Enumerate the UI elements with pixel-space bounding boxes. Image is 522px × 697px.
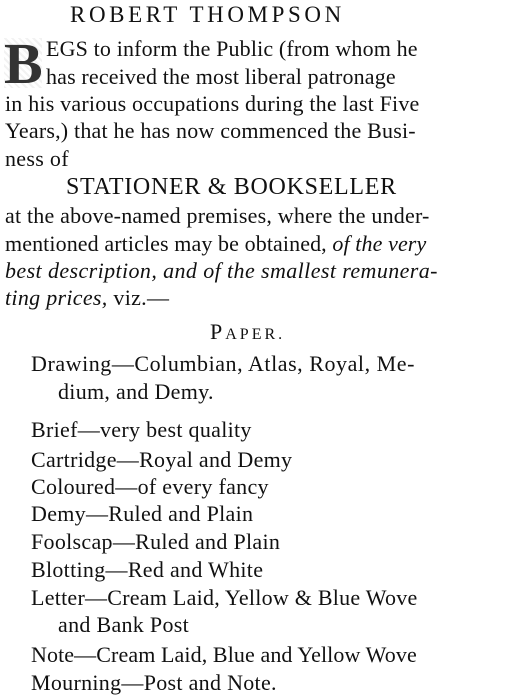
paper-list-item: Foolscap—Ruled and Plain <box>31 529 281 554</box>
intro-line: in his various occupations during the last Five <box>5 91 420 116</box>
section-title-initial: P <box>210 319 226 344</box>
paper-list-item: Mourning—Post and Note. <box>31 670 277 695</box>
body-line <box>5 285 169 311</box>
paper-list-item: Demy—Ruled and Plain <box>31 501 254 526</box>
section-title-rest: APER. <box>225 326 286 343</box>
intro-line: Years,) that he has now commenced the Busi- <box>5 118 416 143</box>
body-text: mentioned articles may be obtained, <box>5 231 333 256</box>
paper-list-item-continuation: and Bank Post <box>58 612 190 637</box>
intro-line: has received the most liberal patronage <box>46 64 396 89</box>
paper-list-item: Blotting—Red and White <box>31 557 264 582</box>
body-italic-text: ting prices, <box>5 285 108 310</box>
paper-list-item: Cartridge—Royal and Demy <box>31 447 293 472</box>
proprietor-name: ROBERT THOMPSON <box>70 2 345 27</box>
paper-list-item: Drawing—Columbian, Atlas, Royal, Me- <box>31 351 415 376</box>
section-title-paper <box>210 319 285 348</box>
body-italic-line: best description, and of the smallest remunera- <box>5 258 438 283</box>
body-line: at the above-named premises, where the under- <box>5 203 430 228</box>
intro-line: ness of <box>5 146 69 171</box>
ornamental-drop-cap: B <box>4 31 43 96</box>
body-text: viz.— <box>107 285 170 310</box>
business-heading: STATIONER & BOOKSELLER <box>66 174 397 200</box>
paper-list-item: Letter—Cream Laid, Yellow & Blue Wove <box>31 585 418 610</box>
intro-line: EGS to inform the Public (from whom he <box>46 36 418 61</box>
paper-list-item: Coloured—of every fancy <box>31 474 269 499</box>
paper-list-item: Note—Cream Laid, Blue and Yellow Wove <box>31 642 417 667</box>
body-italic-text: of the very <box>332 231 427 256</box>
paper-list-item-continuation: dium, and Demy. <box>58 379 214 404</box>
paper-list-item: Brief—very best quality <box>31 417 252 442</box>
body-line <box>5 231 426 257</box>
